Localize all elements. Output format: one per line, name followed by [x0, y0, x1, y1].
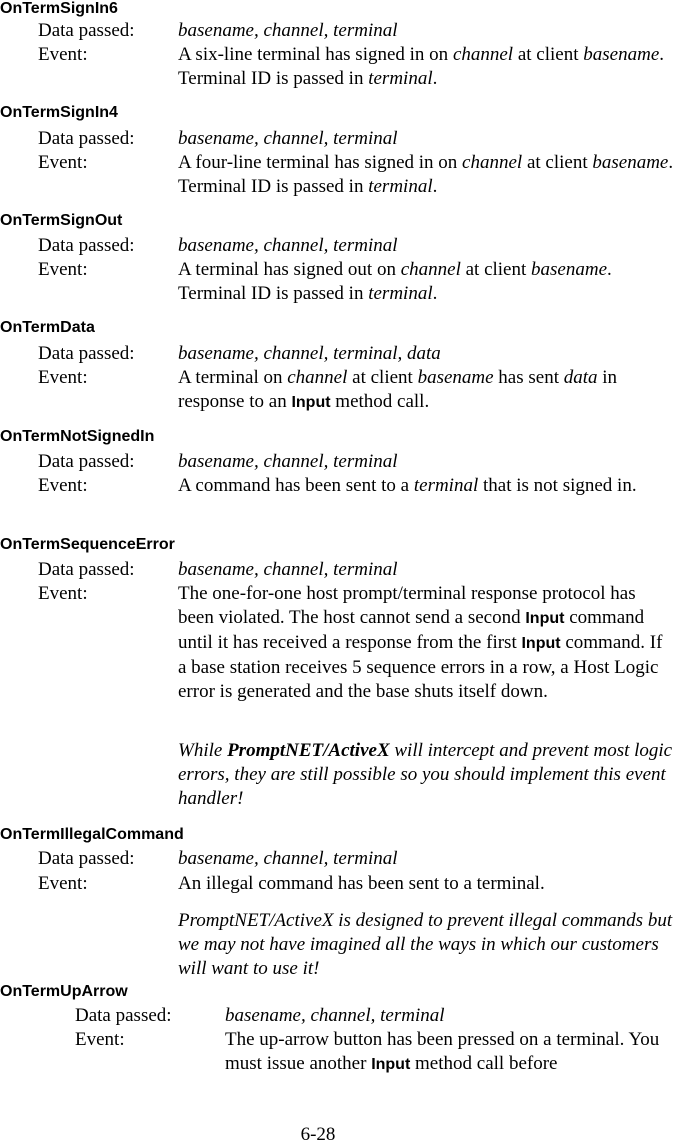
page-number: 6-28 — [300, 1124, 336, 1145]
data-passed-value: basename, channel, terminal, data — [178, 343, 441, 364]
event-label: Event: — [38, 873, 88, 894]
event-label: Event: — [38, 583, 88, 604]
data-passed-value: basename, channel, terminal — [178, 848, 398, 869]
event-description: A terminal on channel at client basename has sent data in response to an Input method call. — [178, 367, 618, 412]
data-passed-value: basename, channel, terminal — [225, 1005, 445, 1026]
event-label: Event: — [38, 44, 88, 65]
data-passed-value: basename, channel, terminal — [178, 20, 398, 41]
event-description: A terminal has signed out on channel at client basename. Terminal ID is passed in terminal. — [178, 259, 612, 304]
data-passed-label: Data passed: — [38, 848, 135, 869]
data-passed-label: Data passed: — [38, 20, 135, 41]
event-label: Event: — [75, 1029, 125, 1050]
event-heading: OnTermNotSignedIn — [0, 428, 155, 445]
data-passed-label: Data passed: — [38, 343, 135, 364]
event-heading: OnTermSignOut — [0, 212, 123, 229]
event-heading: OnTermSignIn4 — [0, 104, 118, 121]
data-passed-value: basename, channel, terminal — [178, 451, 398, 472]
event-description: The up-arrow button has been pressed on a terminal. You must issue another Input method call before — [225, 1029, 660, 1074]
event-description: A four-line terminal has signed in on channel at client basename. Terminal ID is passed in terminal. — [178, 152, 674, 197]
event-heading: OnTermSequenceError — [0, 536, 175, 553]
event-label: Event: — [38, 367, 88, 388]
event-label: Event: — [38, 152, 88, 173]
data-passed-label: Data passed: — [38, 235, 135, 256]
event-note: While PromptNET/ActiveX will intercept and prevent most logic errors, they are still possible so you should implement this event handler! — [178, 740, 673, 809]
event-heading: OnTermUpArrow — [0, 983, 128, 1000]
event-heading: OnTermIllegalCommand — [0, 826, 184, 843]
event-note: PromptNET/ActiveX is designed to prevent illegal commands but we may not have imagined all the ways in which our customers will want to use it! — [178, 910, 673, 979]
event-label: Event: — [38, 259, 88, 280]
event-label: Event: — [38, 475, 88, 496]
event-heading: OnTermData — [0, 319, 95, 336]
data-passed-value: basename, channel, terminal — [178, 559, 398, 580]
event-description: A command has been sent to a terminal that is not signed in. — [178, 475, 637, 496]
data-passed-label: Data passed: — [38, 559, 135, 580]
data-passed-value: basename, channel, terminal — [178, 128, 398, 149]
data-passed-label: Data passed: — [75, 1005, 172, 1026]
event-description: An illegal command has been sent to a terminal. — [178, 873, 545, 894]
event-description: A six-line terminal has signed in on channel at client basename. Terminal ID is passed in terminal. — [178, 44, 664, 89]
event-description: The one-for-one host prompt/terminal response protocol has been violated. The host cannot send a second Input command until it has received a response from the first Input command. If a base station receives 5 sequence errors in a row, a Host Logic error is generated and the base shuts itself down. — [178, 583, 663, 702]
data-passed-value: basename, channel, terminal — [178, 235, 398, 256]
data-passed-label: Data passed: — [38, 128, 135, 149]
event-heading: OnTermSignIn6 — [0, 0, 118, 17]
data-passed-label: Data passed: — [38, 451, 135, 472]
